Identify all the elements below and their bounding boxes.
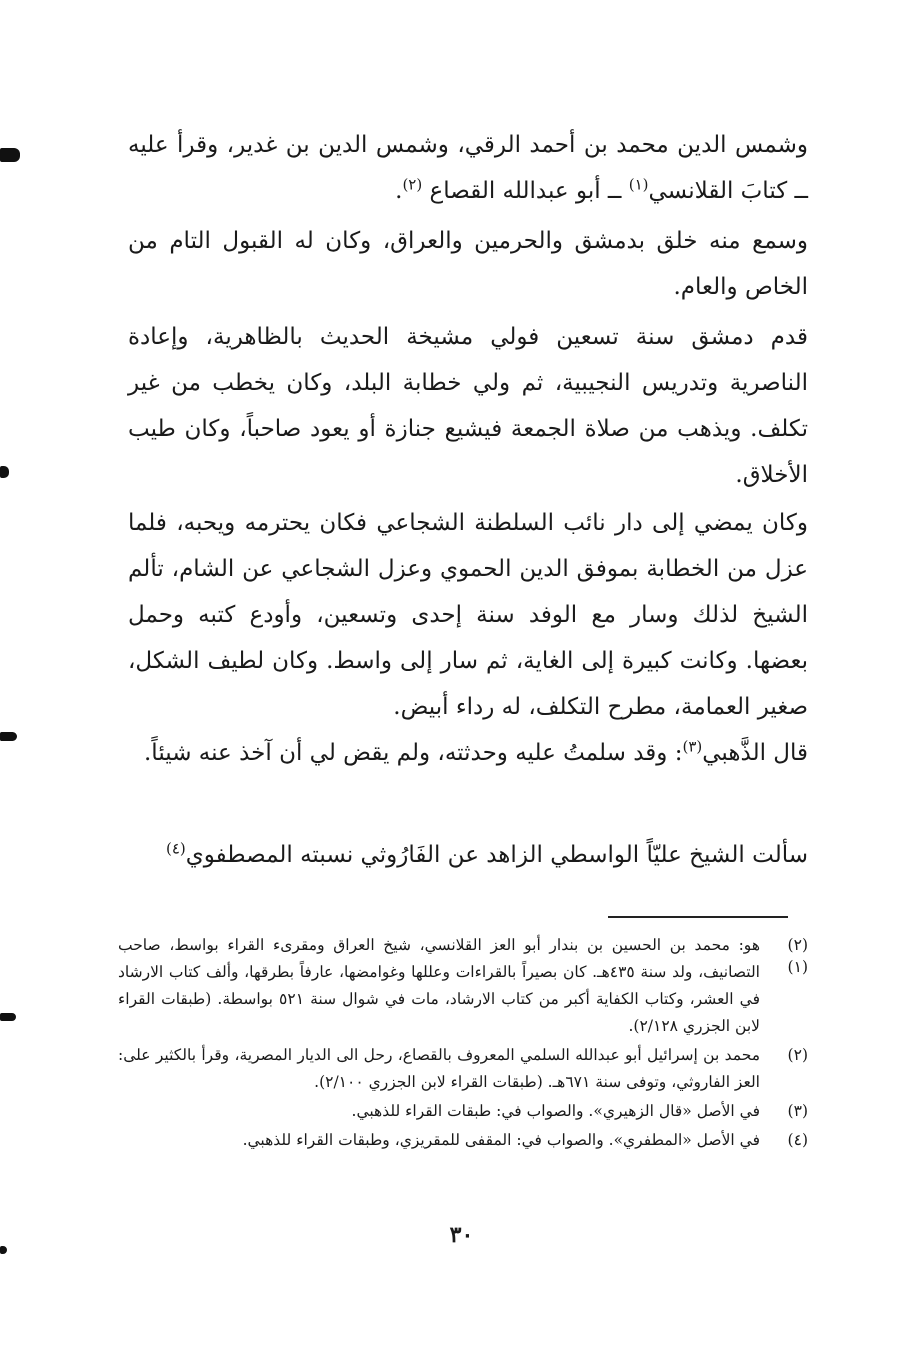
paragraph-6-text: سألت الشيخ عليّاً الواسطي الزاهد عن الفَارُوثي نسبته المصطفوي — [185, 842, 808, 868]
footnote-1-number-top: (٢) — [787, 936, 808, 954]
paragraph-5-text-b: : وقد سلمتُ عليه وحدثته، ولم يقض لي أن آخذ عنه شيئاً. — [144, 740, 683, 766]
footnote-ref-3: (٣) — [682, 737, 703, 756]
footnote-2-number: (٢) — [787, 1046, 808, 1064]
footnote-4-number: (٤) — [787, 1131, 808, 1149]
footnote-1-number-bottom: (١) — [787, 958, 808, 976]
footnote-3-number: (٣) — [787, 1102, 808, 1120]
paragraph-5-text-a: قال الذَّهبي — [702, 740, 808, 766]
footnote-1-text: هو: محمد بن الحسين بن بندار أبو العز القلانسي، شيخ العراق ومقرىء القراء بواسط، صاحب التصانيف، ولد سنة ٤٣٥هـ. كان بصيراً بالقراءات وعللها وغوامضها، عارفاً بطرقها، وألف كتاب الارشاد في العشر، وكتاب الكفاية أكبر من كتاب الارشاد، مات في شوال سنة ٥٢١ بواسطة. (طبقات القراء لابن الجزري ٢/١٢٨). — [118, 936, 760, 1035]
paragraph-4: وكان يمضي إلى دار نائب السلطنة الشجاعي فكان يحترمه ويحبه، فلما عزل من الخطابة بموفق الدين الحموي وعزل الشجاعي عن الشام، تألم الشيخ لذلك وسار مع الوفد سنة إحدى وتسعين، وأودع كتبه وحمل بعضها. وكانت كبيرة إلى الغاية، ثم سار إلى واسط. وكان لطيف الشكل، صغير العمامة، مطرح التكلف، له رداء أبيض. — [128, 510, 808, 720]
paragraph-3: قدم دمشق سنة تسعين فولي مشيخة الحديث بالظاهرية، وإعادة الناصرية وتدريس النجيبية، ثم ولي خطابة البلد، وكان يخطب من غير تكلف. ويذهب من صلاة الجمعة فيشيع جنازة أو يعود صاحباً، وكان طيب الأخلاق. — [128, 324, 808, 488]
scan-edge-mark — [0, 732, 17, 741]
footnote-2 — [118, 1042, 808, 1096]
scan-edge-mark — [0, 1013, 16, 1021]
footnote-4-text: في الأصل «المطفري». والصواب في: المقفى للمقريزي، وطبقات القراء للذهبي. — [242, 1131, 760, 1149]
paragraph-1 — [128, 122, 808, 214]
footnote-separator — [608, 916, 788, 918]
page-number: ٣٠ — [449, 1222, 474, 1248]
footnote-3-text: في الأصل «قال الزهيري». والصواب في: طبقات القراء للذهبي. — [351, 1102, 760, 1120]
paragraph-1-text-a: وشمس الدين محمد بن أحمد الرقي، وشمس الدين بن غدير، وقرأ عليه ــ كتابَ القلانسي — [128, 132, 808, 204]
paragraph-5 — [128, 730, 808, 776]
footnote-1-number — [760, 932, 808, 1040]
footnote-ref-4: (٤) — [165, 839, 186, 858]
scan-edge-mark — [0, 148, 20, 162]
footnotes — [118, 932, 808, 1156]
footnote-1 — [118, 932, 808, 1040]
paragraph-6 — [128, 832, 808, 878]
paragraph-1-text-c: . — [395, 178, 403, 204]
footnote-ref-1: (١) — [628, 175, 649, 194]
footnote-2-text: محمد بن إسرائيل أبو عبدالله السلمي المعروف بالقصاع، رحل الى الديار المصرية، وقرأ بالكثير على: العز الفاروثي، وتوفى سنة ٦٧١هـ. (طبقات القراء لابن الجزري ٢/١٠٠). — [118, 1046, 760, 1091]
scan-edge-mark — [0, 466, 9, 478]
footnote-4 — [118, 1127, 808, 1154]
paragraph-2: وسمع منه خلق بدمشق والحرمين والعراق، وكان له القبول التام من الخاص والعام. — [128, 228, 808, 300]
footnote-3 — [118, 1098, 808, 1125]
scan-edge-mark — [0, 1246, 7, 1254]
paragraph-1-text-b: ــ أبو عبدالله القصاع — [429, 178, 629, 204]
footnote-ref-2: (٢) — [402, 175, 423, 194]
